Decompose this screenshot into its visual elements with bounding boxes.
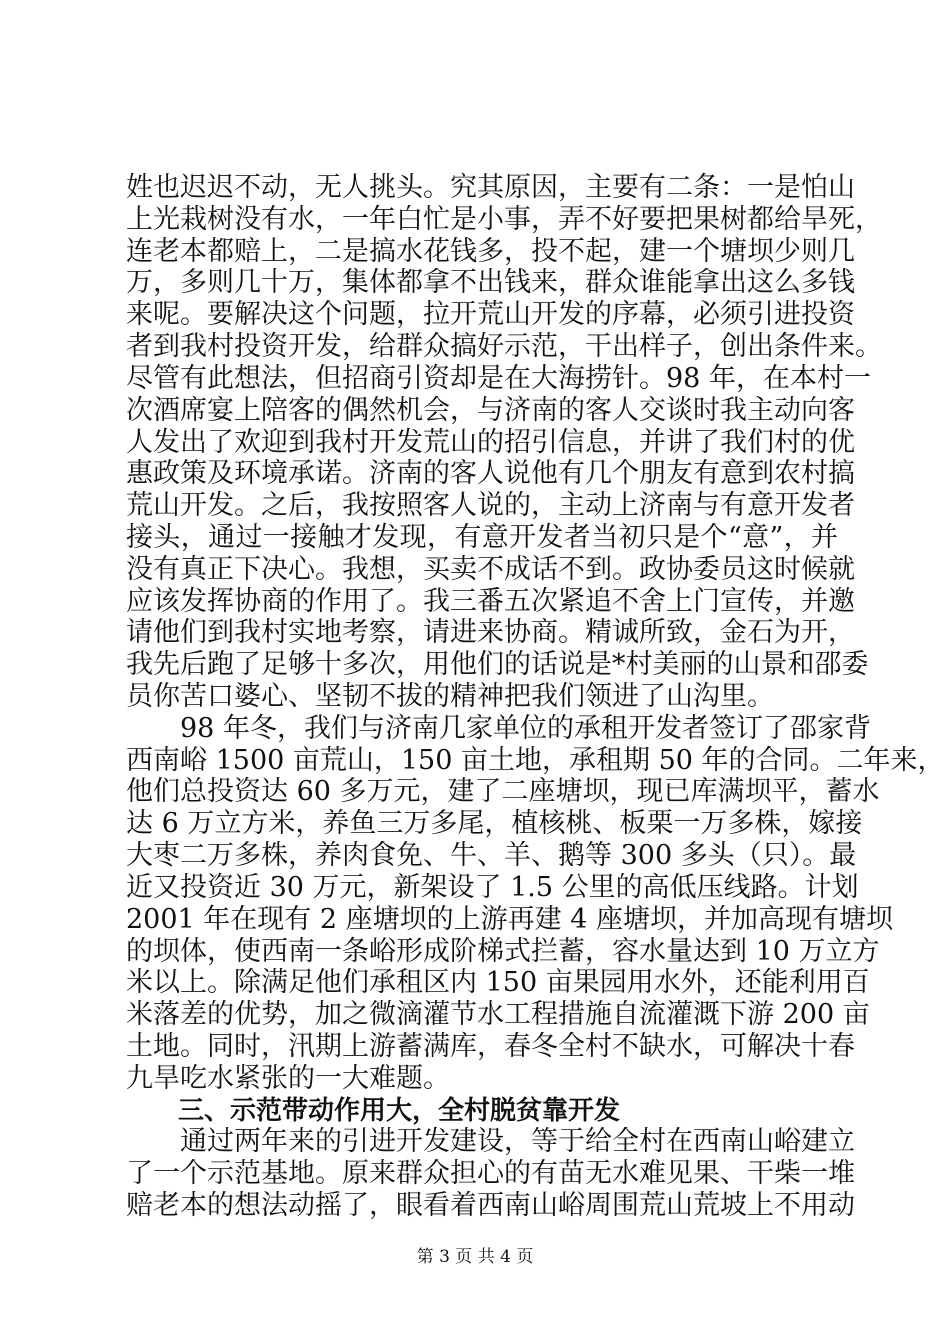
text-line: 他们总投资达 60 多万元，建了二座塘坝，现已库满坝平，蓄水	[126, 776, 880, 808]
text-line: 请他们到我村实地考察，请进来协商。精诚所致，金石为开，	[126, 617, 855, 649]
text-line: 尽管有此想法，但招商引资却是在大海捞针。98 年，在本村一	[126, 362, 871, 394]
text-line: 应该发挥协商的作用了。我三番五次紧追不舍上门宣传，并邀	[126, 585, 855, 617]
text-line: 大枣二万多株，养肉食免、牛、羊、鹅等 300 多头（只）。最	[126, 840, 857, 872]
text-line: 2001 年在现有 2 座塘坝的上游再建 4 座塘坝，并加高现有塘坝	[126, 903, 893, 935]
text-line: 接头，通过一接触才发现，有意开发者当初只是个“意”，并	[126, 521, 838, 553]
text-line: 近又投资近 30 万元，新架设了 1.5 公里的高低压线路。计划	[126, 871, 859, 903]
text-line: 了一个示范基地。原来群众担心的有苗无水难见果、干柴一堆	[126, 1158, 855, 1190]
text-line: 上光栽树没有水，一年白忙是小事，弄不好要把果树都给旱死，	[126, 203, 882, 235]
text-line: 我先后跑了足够十多次，用他们的话说是*村美丽的山景和邵委	[126, 649, 869, 681]
text-line: 西南峪 1500 亩荒山，150 亩土地，承租期 50 年的合同。二年来，	[126, 744, 945, 776]
text-line: 次酒席宴上陪客的偶然机会，与济南的客人交谈时我主动向客	[126, 394, 855, 426]
text-line: 荒山开发。之后，我按照客人说的，主动上济南与有意开发者	[126, 490, 855, 522]
text-line: 98 年冬，我们与济南几家单位的承租开发者签订了邵家背	[126, 712, 871, 744]
text-line: 九旱吃水紧张的一大难题。	[126, 1062, 450, 1094]
text-line: 赔老本的想法动摇了，眼看着西南山峪周围荒山荒坡上不用动	[126, 1190, 855, 1221]
text-line: 土地。同时，汛期上游蓄满库，春冬全村不缺水，可解决十春	[126, 1030, 855, 1062]
text-line: 通过两年来的引进开发建设，等于给全村在西南山峪建立	[126, 1126, 855, 1158]
text-line: 万，多则几十万，集体都拿不出钱来，群众谁能拿出这么多钱	[126, 267, 855, 299]
text-line: 员你苦口婆心、坚韧不拔的精神把我们领进了山沟里。	[126, 681, 774, 712]
text-line: 达 6 万立方米，养鱼三万多尾，植核桃、板栗一万多株，嫁接	[126, 808, 863, 840]
page-footer: 第 3 页 共 4 页	[416, 1247, 534, 1267]
text-line: 人发出了欢迎到我村开发荒山的招引信息，并讲了我们村的优	[126, 426, 855, 458]
text-line: 连老本都赔上，二是搞水花钱多，投不起，建一个塘坝少则几	[126, 235, 855, 267]
text-line: 来呢。要解决这个问题，拉开荒山开发的序幕，必须引进投资	[126, 299, 855, 331]
text-line: 姓也迟迟不动，无人挑头。究其原因，主要有二条：一是怕山	[126, 172, 855, 203]
text-line: 惠政策及环境承诺。济南的客人说他有几个朋友有意到农村搞	[126, 458, 855, 490]
text-line: 者到我村投资开发，给群众搞好示范，干出样子，创出条件来。	[126, 331, 882, 363]
text-line: 米落差的优势，加之微滴灌节水工程措施自流灌溉下游 200 亩	[126, 999, 870, 1031]
text-line: 的坝体，使西南一条峪形成阶梯式拦蓄，容水量达到 10 万立方	[126, 935, 880, 967]
text-line: 米以上。除满足他们承租区内 150 亩果园用水外，还能利用百	[126, 967, 870, 999]
section-heading: 三、示范带动作用大，全村脱贫靠开发	[178, 1095, 621, 1126]
text-line: 没有真正下决心。我想，买卖不成话不到。政协委员这时候就	[126, 553, 855, 585]
